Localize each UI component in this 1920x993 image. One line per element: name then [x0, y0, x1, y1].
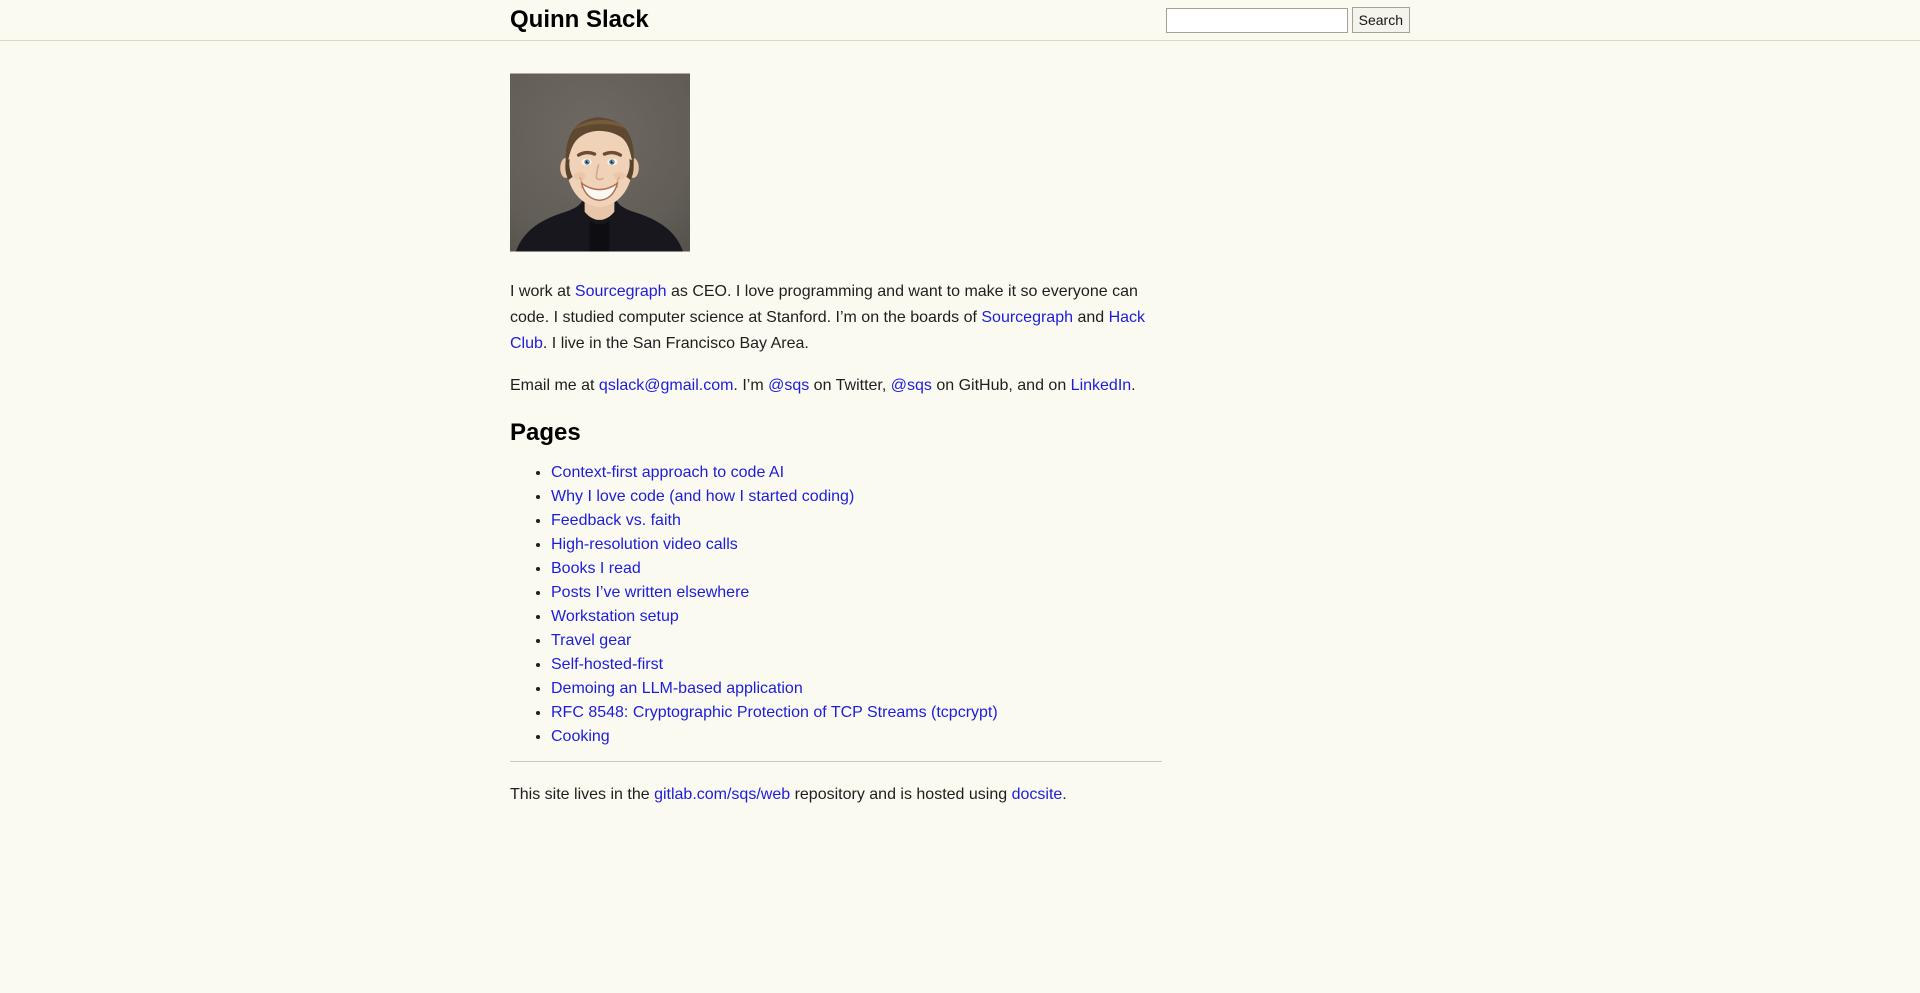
page-link[interactable]: RFC 8548: Cryptographic Protection of TCP Streams (tcpcrypt) [551, 704, 998, 721]
text-segment: . I live in the San Francisco Bay Area. [542, 335, 809, 352]
text-segment: as CEO. I love programming and want to make it so everyone can code. I studied computer science at Stanford. I’m on the boards of [510, 283, 1138, 326]
sourcegraph-link[interactable]: Sourcegraph [574, 283, 667, 300]
page-link[interactable]: Travel gear [551, 632, 632, 649]
list-item [551, 557, 1162, 581]
page-title: Quinn Slack [510, 6, 649, 33]
sourcegraph-board-link[interactable]: Sourcegraph [981, 309, 1073, 326]
linkedin-link[interactable]: LinkedIn [1070, 377, 1132, 394]
list-item [551, 701, 1162, 725]
text-segment: on Twitter, [809, 377, 891, 394]
github-link[interactable]: @sqs [890, 377, 932, 394]
footer-divider [510, 761, 1162, 762]
text-segment: repository and is hosted using [790, 786, 1012, 803]
docsite-link[interactable]: docsite [1011, 786, 1063, 803]
page-link[interactable]: Workstation setup [551, 608, 679, 625]
email-link[interactable]: qslack@gmail.com [598, 377, 734, 394]
list-item [551, 461, 1162, 485]
article [510, 41, 1162, 808]
text-segment: Email me at [510, 377, 599, 394]
page-link[interactable]: Books I read [551, 560, 641, 577]
list-item [551, 581, 1162, 605]
pages-heading: Pages [510, 419, 581, 446]
text-segment: on GitHub, and on [931, 377, 1071, 394]
text-segment: . [1062, 786, 1067, 803]
list-item [551, 725, 1162, 749]
list-item [551, 653, 1162, 677]
profile-photo [510, 73, 690, 252]
site-header [0, 0, 1920, 41]
page-link[interactable]: Cooking [551, 728, 610, 745]
page-link[interactable]: High-resolution video calls [551, 536, 738, 553]
page-link[interactable]: Why I love code (and how I started coding) [551, 488, 855, 505]
text-segment: . [1131, 377, 1136, 394]
bio-paragraph [510, 279, 1162, 357]
list-item [551, 533, 1162, 557]
page-link[interactable]: Context-first approach to code AI [551, 464, 785, 481]
page-link[interactable]: Self-hosted-first [551, 656, 664, 673]
text-segment: This site lives in the [510, 786, 655, 803]
text-segment: and [1073, 309, 1109, 326]
pages-list [510, 461, 1162, 749]
search-input[interactable] [1166, 8, 1348, 33]
search-form [1166, 7, 1410, 33]
list-item [551, 629, 1162, 653]
list-item [551, 605, 1162, 629]
page-link[interactable]: Posts I’ve written elsewhere [551, 584, 750, 601]
list-item [551, 509, 1162, 533]
list-item [551, 485, 1162, 509]
contact-paragraph [510, 373, 1162, 399]
text-segment: I work at [510, 283, 575, 300]
page-link[interactable]: Feedback vs. faith [551, 512, 681, 529]
gitlab-repo-link[interactable]: gitlab.com/sqs/web [654, 786, 791, 803]
hack-club-link[interactable]: Hack Club [510, 309, 1146, 352]
main-content [0, 41, 1920, 808]
search-button[interactable]: Search [1352, 7, 1410, 33]
footer-text [510, 782, 1162, 808]
list-item [551, 677, 1162, 701]
text-segment: . I’m [733, 377, 769, 394]
page-link[interactable]: Demoing an LLM-based application [551, 680, 803, 697]
twitter-link[interactable]: @sqs [768, 377, 810, 394]
portrait-illustration [510, 73, 690, 252]
